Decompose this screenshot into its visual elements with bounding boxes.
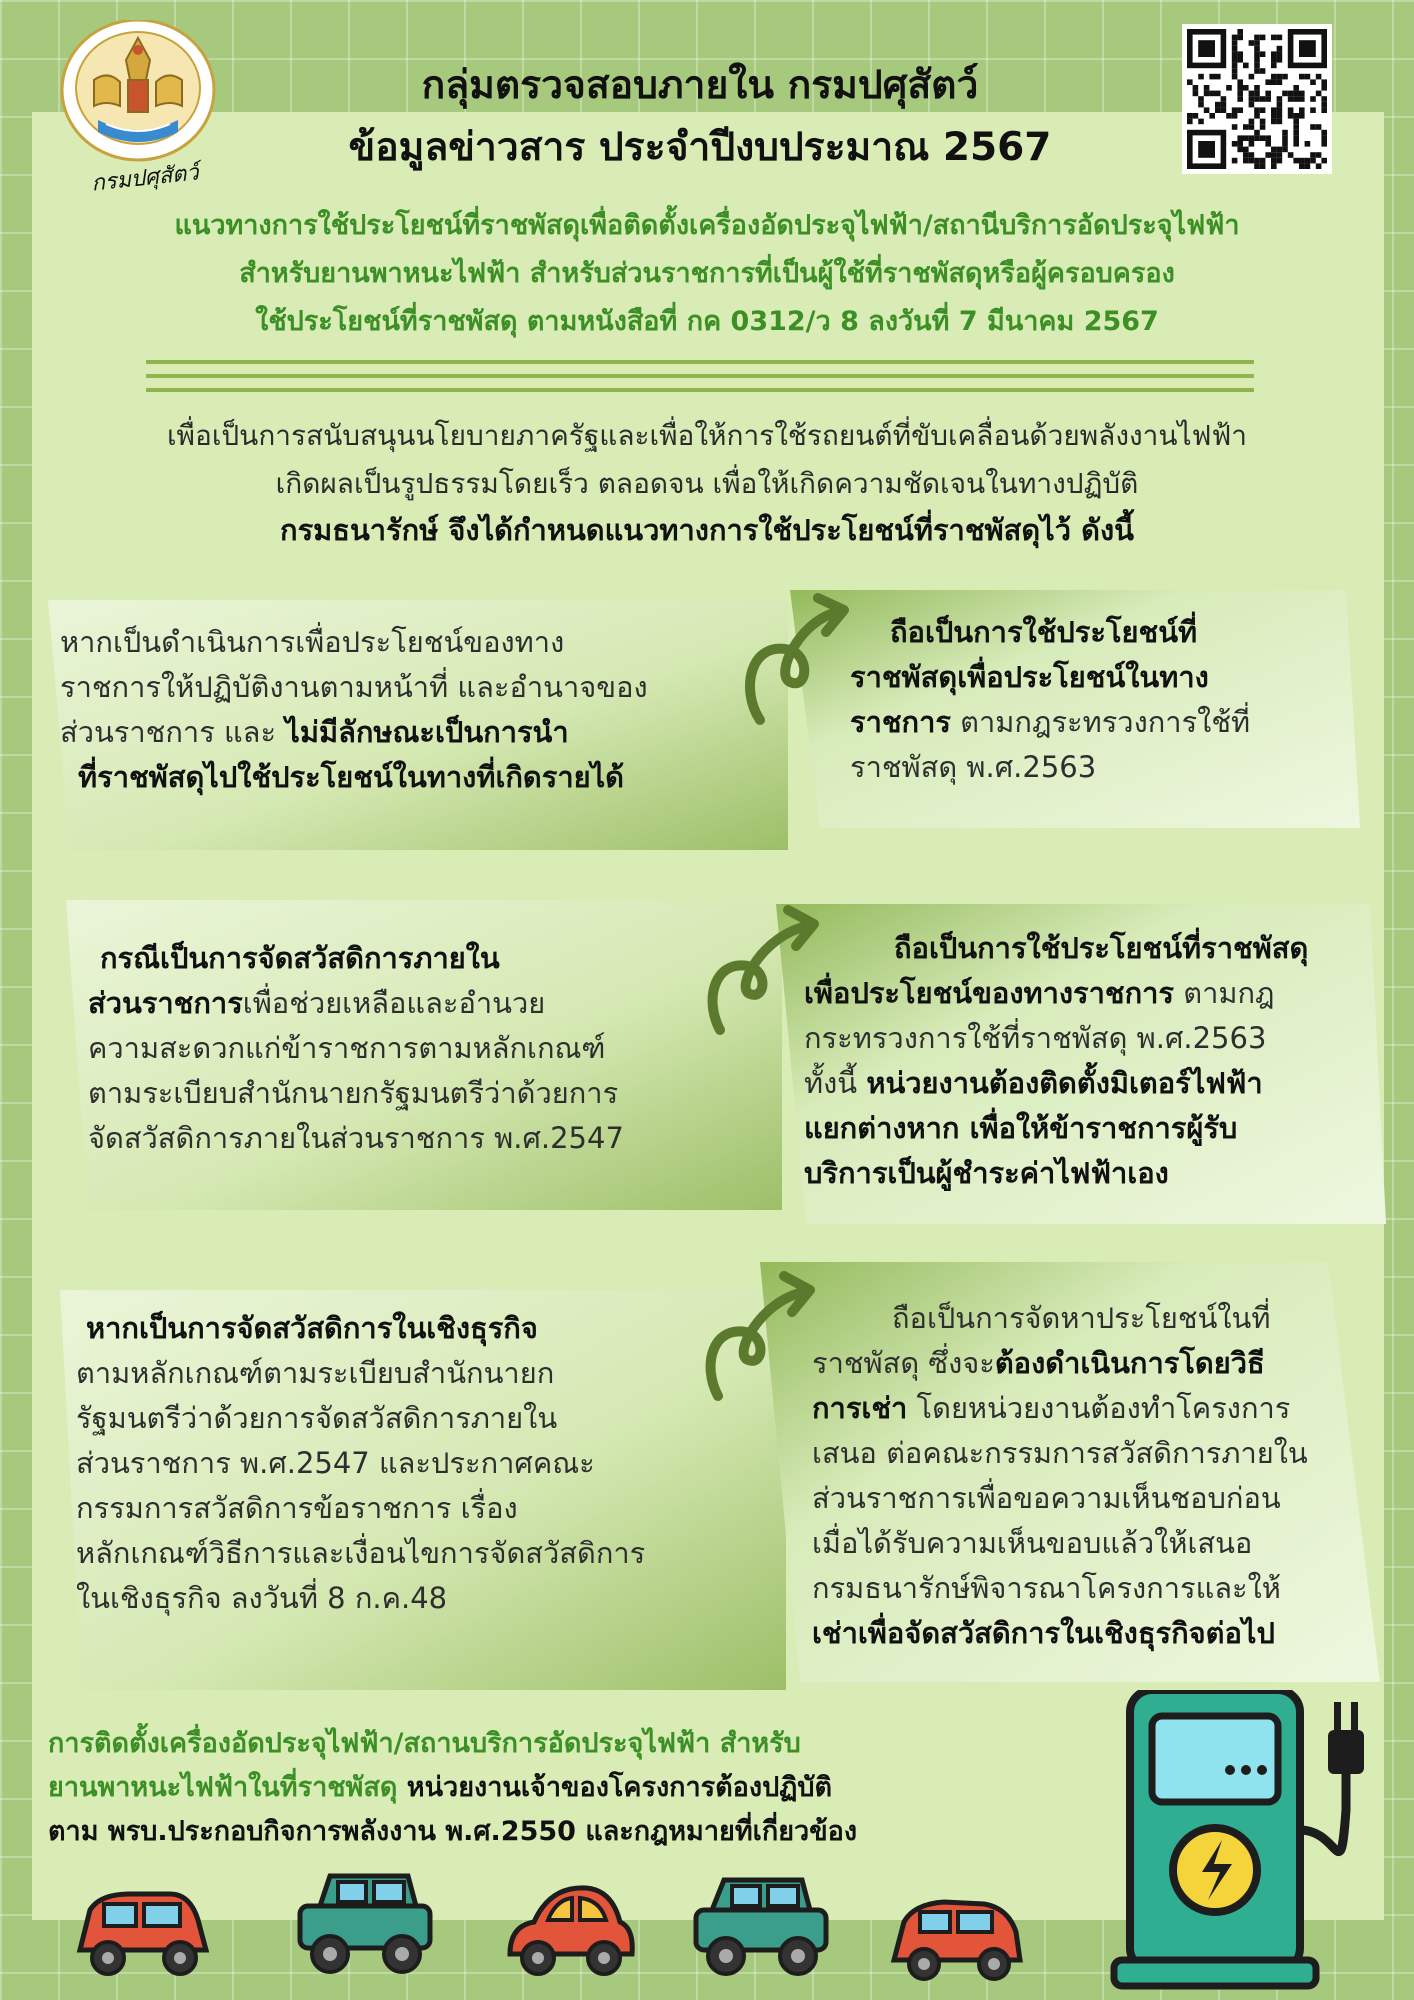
- divider-line: [146, 388, 1254, 392]
- case2-left-line5: จัดสวัสดิการภายในส่วนราชการ พ.ศ.2547: [88, 1121, 624, 1155]
- curved-arrow-icon: [696, 1266, 826, 1410]
- case1-condition-card: [48, 600, 788, 850]
- car-icon: [500, 1876, 640, 1984]
- case3-left-line5: กรรมการสวัสดิการข้อราชการ เรื่อง: [76, 1491, 518, 1525]
- case1-left-line3: ส่วนราชการ และ ไม่มีลักษณะเป็นการนำ: [60, 715, 569, 749]
- qr-code-icon[interactable]: [1182, 24, 1332, 174]
- car-icon: [880, 1886, 1030, 1990]
- case3-right-line6: เมื่อได้รับความเห็นขอบแล้วให้เสนอ: [812, 1526, 1253, 1560]
- divider-line: [146, 360, 1254, 364]
- case2-right-line6: บริการเป็นผู้ชำระค่าไฟฟ้าเอง: [804, 1156, 1169, 1190]
- case3-result-card: [760, 1262, 1380, 1682]
- case1-result-card: [790, 590, 1360, 828]
- case3-right-line2: ราชพัสดุ ซึ่งจะต้องดำเนินการโดยวิธี: [812, 1346, 1265, 1380]
- guideline-title-line2: สำหรับยานพาหนะไฟฟ้า สำหรับส่วนราชการที่เป็นผู้ใช้ที่ราชพัสดุหรือผู้ครอบครอง: [239, 258, 1175, 289]
- case2-right-line2: เพื่อประโยชน์ของทางราชการ ตามกฎ: [804, 976, 1275, 1010]
- case3-right-line4: เสนอ ต่อคณะกรรมการสวัสดิการภายใน: [812, 1436, 1308, 1470]
- bottom-note-line3: ตาม พรบ.ประกอบกิจการพลังงาน พ.ศ.2550 และกฎหมายที่เกี่ยวข้อง: [48, 1816, 858, 1847]
- case3-right-line7: กรมธนารักษ์พิจารณาโครงการและให้: [812, 1571, 1281, 1605]
- intro-line2: เกิดผลเป็นรูปธรรมโดยเร็ว ตลอดจน เพื่อให้เกิดความชัดเจนในทางปฏิบัติ: [275, 467, 1139, 500]
- case3-left-line1: หากเป็นการจัดสวัสดิการในเชิงธุรกิจ: [86, 1311, 538, 1345]
- case2-right-line1: ถือเป็นการใช้ประโยชน์ที่ราชพัสดุ: [894, 931, 1309, 965]
- case2-left-line4: ตามระเบียบสำนักนายกรัฐมนตรีว่าด้วยการ: [88, 1076, 619, 1110]
- case1-left-line4: ที่ราชพัสดุไปใช้ประโยชน์ในทางที่เกิดรายได้: [78, 760, 625, 794]
- case2-right-line4: ทั้งนี้ หน่วยงานต้องติดตั้งมิเตอร์ไฟฟ้า: [804, 1066, 1263, 1100]
- case1-right-line1: ถือเป็นการใช้ประโยชน์ที่: [890, 615, 1198, 649]
- page-subtitle-year: ข้อมูลข่าวสาร ประจำปีงบประมาณ 2567: [348, 125, 1052, 170]
- case1-left-line1: หากเป็นดำเนินการเพื่อประโยชน์ของทาง: [60, 625, 565, 659]
- case3-right-line8: เช่าเพื่อจัดสวัสดิการในเชิงธุรกิจต่อไป: [812, 1616, 1275, 1650]
- case3-right-line3: การเช่า โดยหน่วยงานต้องทำโครงการ: [812, 1391, 1291, 1425]
- case3-left-line6: หลักเกณฑ์วิธีการและเงื่อนไขการจัดสวัสดิการ: [76, 1536, 646, 1570]
- department-seal-icon: [58, 20, 218, 170]
- bottom-note-line2: ยานพาหนะไฟฟ้าในที่ราชพัสดุ หน่วยงานเจ้าของโครงการต้องปฏิบัติ: [48, 1772, 833, 1803]
- case2-right-line5: แยกต่างหาก เพื่อให้ข้าราชการผู้รับ: [804, 1111, 1238, 1145]
- case3-right-line1: ถือเป็นการจัดหาประโยชน์ในที่: [892, 1301, 1271, 1335]
- bottom-note: [48, 1722, 1148, 1854]
- car-icon: [60, 1880, 220, 1984]
- curved-arrow-icon: [700, 900, 830, 1044]
- car-icon: [686, 1870, 836, 1984]
- guideline-title-line3: ใช้ประโยชน์ที่ราชพัสดุ ตามหนังสือที่ กค 0312/ว 8 ลงวันที่ 7 มีนาคม 2567: [255, 306, 1159, 337]
- case2-condition-card: [66, 900, 782, 1210]
- case1-right-line3: ราชการ ตามกฎระทรวงการใช้ที่: [850, 705, 1251, 739]
- case3-left-line4: ส่วนราชการ พ.ศ.2547 และประกาศคณะ: [76, 1446, 595, 1480]
- car-icon: [290, 1866, 440, 1984]
- case2-left-line2: ส่วนราชการเพื่อช่วยเหลือและอำนวย: [88, 986, 546, 1020]
- case3-left-line2: ตามหลักเกณฑ์ตามระเบียบสำนักนายก: [76, 1356, 555, 1390]
- case2-left-line3: ความสะดวกแก่ข้าราชการตามหลักเกณฑ์: [88, 1031, 606, 1065]
- case2-left-line1: กรณีเป็นการจัดสวัสดิการภายใน: [100, 941, 500, 975]
- ev-charger-icon: [1110, 1690, 1400, 1990]
- case3-left-line3: รัฐมนตรีว่าด้วยการจัดสวัสดิการภายใน: [76, 1401, 558, 1435]
- case1-left-line2: ราชการให้ปฏิบัติงานตามหน้าที่ และอำนาจของ: [60, 670, 648, 704]
- case1-right-line2: ราชพัสดุเพื่อประโยชน์ในทาง: [850, 660, 1209, 694]
- case3-left-line7: ในเชิงธุรกิจ ลงวันที่ 8 ก.ค.48: [76, 1581, 448, 1615]
- case3-right-line5: ส่วนราชการเพื่อขอความเห็นชอบก่อน: [812, 1481, 1281, 1515]
- intro-line1: เพื่อเป็นการสนับสนุนนโยบายภาครัฐและเพื่อให้การใช้รถยนต์ที่ขับเคลื่อนด้วยพลังงานไฟฟ้า: [166, 419, 1247, 452]
- curved-arrow-icon: [730, 590, 860, 734]
- bottom-note-line1: การติดตั้งเครื่องอัดประจุไฟฟ้า/สถานบริการอัดประจุไฟฟ้า สำหรับ: [48, 1728, 801, 1759]
- case2-result-card: [776, 904, 1386, 1224]
- guideline-title-line1: แนวทางการใช้ประโยชน์ที่ราชพัสดุเพื่อติดตั้งเครื่องอัดประจุไฟฟ้า/สถานีบริการอัดประจุไฟฟ้า: [174, 210, 1240, 241]
- case1-right-line4: ราชพัสดุ พ.ศ.2563: [850, 750, 1097, 784]
- case2-right-line3: กระทรวงการใช้ที่ราชพัสดุ พ.ศ.2563: [804, 1021, 1267, 1055]
- page-title: กลุ่มตรวจสอบภายใน กรมปศุสัตว์: [421, 63, 979, 108]
- logo-caption: กรมปศุสัตว์: [90, 160, 200, 197]
- intro-line3: กรมธนารักษ์ จึงได้กำหนดแนวทางการใช้ประโยชน์ที่ราชพัสดุไว้ ดังนี้: [280, 513, 1134, 547]
- case3-condition-card: [60, 1290, 786, 1690]
- divider-line: [146, 374, 1254, 378]
